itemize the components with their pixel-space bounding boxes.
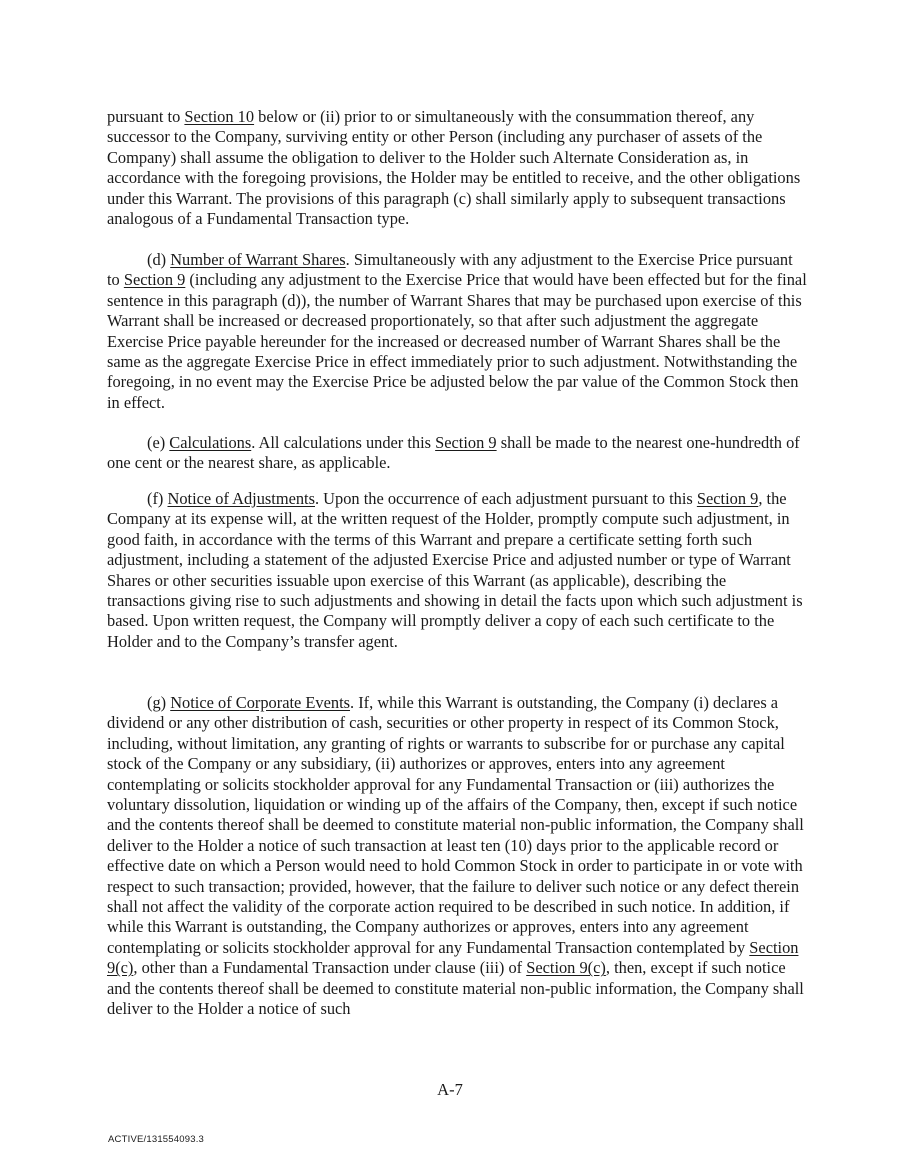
page-number: A-7 (437, 1080, 463, 1099)
paragraph-f-notice-of-adjustments (107, 489, 807, 652)
text: below or (ii) prior to or simultaneously with the consummation thereof, any successor to the Company, surviving entity or other Person (including any purchaser of assets of the Company) shall assume the obligation to deliver to the Holder such Alternate Consideration as, in accordance with the foregoing provisions, the Holder may be entitled to receive, and the other obligations under this Warrant. The provisions of this paragraph (c) shall similarly apply to subsequent transactions analogous of a Fundamental Transaction type. (107, 107, 801, 229)
text: , then, except if such notice and the contents thereof shall be deemed to constitute material non-public information, the Company shall deliver to the Holder a notice of such (107, 958, 804, 1019)
text: (including any adjustment to the Exercise Price that would have been effected but for the final sentence in this paragraph (d)), the number of Warrant Shares that may be purchased upon exercise of this Warrant shall be increased or decreased proportionately, so that after such adjustment the aggregate Exercise Price payable hereunder for the increased or decreased number of Warrant Shares shall be the same as the aggregate Exercise Price in effect immediately prior to such adjustment. Notwithstanding the foregoing, in no event may the Exercise Price be adjusted below the par value of the Common Stock then in effect. (107, 270, 807, 412)
paragraph-heading: Calculations (169, 433, 252, 452)
section-reference: Section 10 (184, 107, 255, 126)
paragraph-g-notice-of-corporate-events (107, 693, 807, 1020)
paragraph-e-calculations (107, 433, 807, 474)
paragraph-label: (d) (147, 250, 171, 269)
text: . If, while this Warrant is outstanding, the Company (i) declares a dividend or any other distribution of cash, securities or other property in respect of its Common Stock, including, without limitation, any granting of rights or warrants to subscribe for or purchase any capital stock of the Company or any subsidiary, (ii) authorizes or approves, enters into any agreement contemplating or solicits stockholder approval for any Fundamental Transaction or (iii) authorizes the voluntary dissolution, liquidation or winding up of the affairs of the Company, then, except if such notice and the contents thereof shall be deemed to constitute material non-public information, the Company shall deliver to the Holder a notice of such transaction at least ten (10) days prior to the applicable record or effective date on which a Person would need to hold Common Stock in order to participate in or vote with respect to such transaction; provided, however, that the failure to deliver such notice or any defect therein shall not affect the validity of the corporate action required to be described in such notice. In addition, if while this Warrant is outstanding, the Company authorizes or approves, enters into any agreement contemplating or solicits stockholder approval for any Fundamental Transaction contemplated by (107, 693, 804, 957)
section-reference: Section 9 (123, 270, 186, 290)
text: , other than a Fundamental Transaction under clause (iii) of (133, 958, 527, 978)
section-reference: Section 9(c) (107, 937, 799, 978)
document-id: ACTIVE/131554093.3 (108, 1134, 205, 1145)
text: shall be made to the nearest one-hundredth of one cent or the nearest share, as applicable. (107, 433, 800, 473)
section-reference: Section 9 (696, 489, 759, 508)
section-reference: Section 9(c) (526, 958, 606, 978)
text: . All calculations under this (251, 433, 436, 452)
paragraph-label: (e) (147, 433, 170, 452)
paragraph-c-continuation (107, 107, 807, 229)
section-reference: Section 9 (435, 433, 497, 452)
text: , the Company at its expense will, at the written request of the Holder, promptly compute such adjustment, in good faith, in accordance with the terms of this Warrant and prepare a certificate setting forth such adjustment, including a statement of the adjusted Exercise Price and adjusted number or type of Warrant Shares or other securities issuable upon exercise of this Warrant (as applicable), describing the transactions giving rise to such adjustments and showing in detail the facts upon which such adjustment is based. Upon written request, the Company will promptly deliver a copy of each such certificate to the Holder and to the Company’s transfer agent. (107, 489, 803, 651)
text: pursuant to (107, 107, 185, 126)
paragraph-label: (f) (147, 489, 168, 508)
paragraph-heading: Number of Warrant Shares (170, 250, 346, 269)
paragraph-d-number-of-warrant-shares (107, 250, 807, 413)
paragraph-heading: Notice of Corporate Events (170, 693, 351, 712)
paragraph-heading: Notice of Adjustments (167, 489, 315, 508)
paragraph-label: (g) (147, 693, 171, 712)
text: . Upon the occurrence of each adjustment pursuant to this (314, 489, 697, 508)
text: . Simultaneously with any adjustment to the Exercise Price pursuant to (107, 250, 793, 290)
